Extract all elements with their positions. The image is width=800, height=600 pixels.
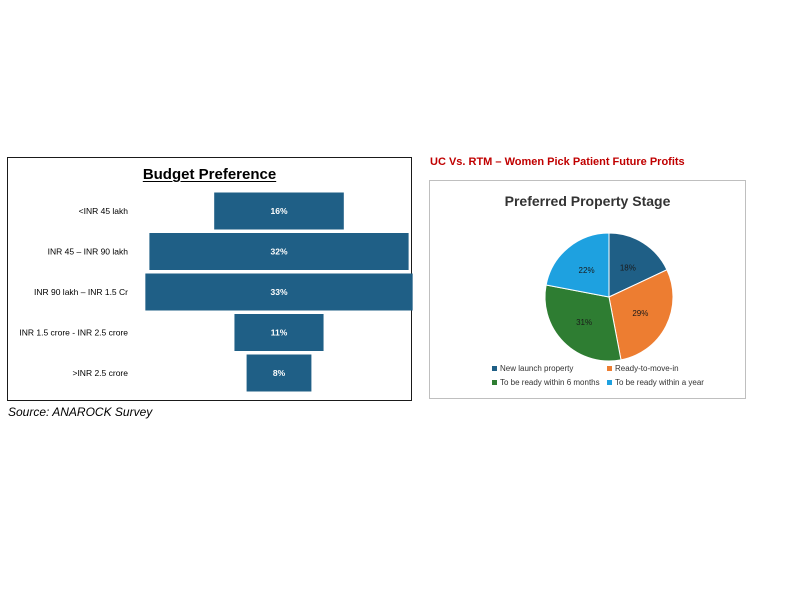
legend-swatch bbox=[492, 380, 497, 385]
pie-data-label: 18% bbox=[619, 263, 636, 273]
pie-data-label: 31% bbox=[576, 317, 593, 327]
funnel-value-label: 32% bbox=[270, 246, 288, 257]
budget-preference-panel bbox=[7, 157, 412, 401]
legend-label: New launch property bbox=[500, 364, 574, 373]
legend-label: To be ready within a year bbox=[615, 378, 704, 387]
funnel-category-label: INR 90 lakh – INR 1.5 Cr bbox=[33, 287, 128, 297]
right-heading: UC Vs. RTM – Women Pick Patient Future Profits bbox=[430, 156, 685, 168]
funnel-value-label: 8% bbox=[272, 368, 286, 378]
pie-data-label: 29% bbox=[632, 308, 649, 318]
legend-swatch bbox=[607, 366, 612, 371]
source-note: Source: ANAROCK Survey bbox=[8, 405, 153, 419]
funnel-category-label: >INR 2.5 crore bbox=[72, 368, 128, 378]
property-stage-panel bbox=[429, 180, 746, 399]
legend-label: To be ready within 6 months bbox=[500, 378, 600, 387]
pie-data-label: 22% bbox=[578, 265, 595, 275]
property-stage-pie-chart bbox=[430, 181, 747, 400]
funnel-value-label: 16% bbox=[270, 206, 288, 216]
legend-swatch bbox=[607, 380, 612, 385]
funnel-category-label: INR 1.5 crore - INR 2.5 crore bbox=[19, 327, 128, 338]
funnel-value-label: 11% bbox=[270, 327, 288, 338]
pie-chart-title: Preferred Property Stage bbox=[504, 193, 671, 209]
funnel-category-label: <INR 45 lakh bbox=[78, 206, 128, 216]
funnel-category-label: INR 45 – INR 90 lakh bbox=[47, 246, 128, 257]
legend-label: Ready-to-move-in bbox=[615, 364, 679, 373]
budget-funnel-chart bbox=[8, 158, 413, 402]
budget-chart-title: Budget Preference bbox=[142, 166, 277, 183]
funnel-value-label: 33% bbox=[270, 287, 288, 297]
legend-swatch bbox=[492, 366, 497, 371]
